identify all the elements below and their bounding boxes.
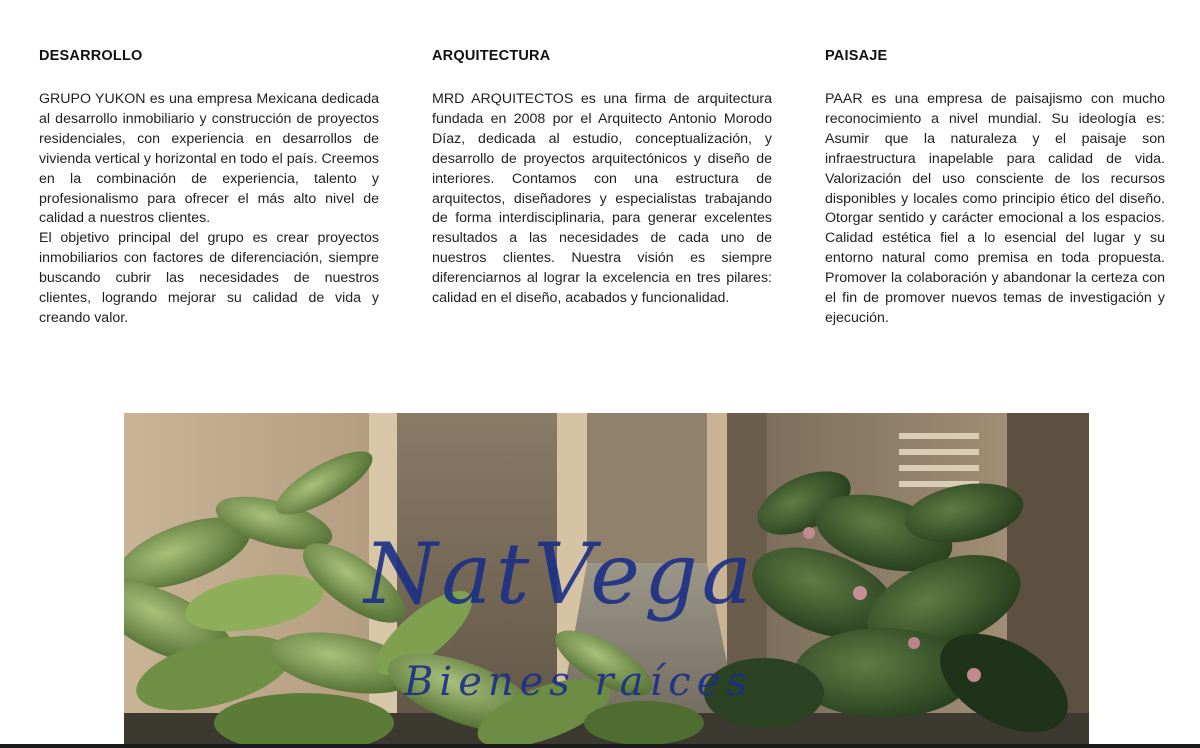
watermark-brand: NatVega: [364, 525, 756, 623]
section-title: ARQUITECTURA: [432, 48, 551, 64]
section-paragraph: PAAR es una empresa de paisajismo con mucho reconocimiento a nivel mundial. Su ideología es: Asumir que la naturaleza y el paisaje son infraestructura inapelable para calidad de vida. Valorización del uso consciente de los recursos disponibles y locales como principio ético del diseño. Otorgar sentido y carácter emocional a los espacios. Calidad estética fiel a lo esencial del lugar y su entorno natural como premisa en toda propuesta. Promover la colaboración y abandonar la certeza con el fin de promover nuevos temas de investigación y ejecución.: [825, 91, 1165, 326]
section-arquitectura: [432, 48, 772, 309]
section-title: PAISAJE: [825, 48, 888, 64]
garden-photo: [124, 413, 1089, 748]
section-paragraph: GRUPO YUKON es una empresa Mexicana dedicada al desarrollo inmobiliario y construcción de proyectos residenciales, con experiencia en desarrollos de vivienda vertical y horizontal en todo el país. Creemos en la combinación de experiencia, talento y profesionalismo para ofrecer el más alto nivel de calidad a nuestros clientes.: [39, 91, 379, 227]
section-paisaje: [825, 48, 1165, 329]
section-title: DESARROLLO: [39, 48, 143, 64]
section-paragraph: El objetivo principal del grupo es crear proyectos inmobiliarios con factores de diferenciación, siempre buscando cubrir las necesidades de nuestros clientes, logrando mejorar su calidad de vida y creando valor.: [39, 230, 379, 326]
watermark-subtitle: Bienes raíces: [404, 659, 753, 705]
section-paragraph: MRD ARQUITECTOS es una firma de arquitectura fundada en 2008 por el Arquitecto Antonio Morodo Díaz, dedicada al estudio, conceptualización, y desarrollo de proyectos arquitectónicos y diseño de interiores. Contamos con una estructura de arquitectos, diseñadores y especialistas trabajando de forma interdisciplinaria, para generar excelentes resultados a las necesidades de cada uno de nuestros clientes. Nuestra visión es siempre diferenciarnos al lograr la excelencia en tres pilares: calidad en el diseño, acabados y funcionalidad.: [432, 91, 772, 307]
bottom-divider: [0, 744, 1200, 748]
watermark: [362, 525, 756, 705]
section-desarrollo: [39, 48, 379, 329]
